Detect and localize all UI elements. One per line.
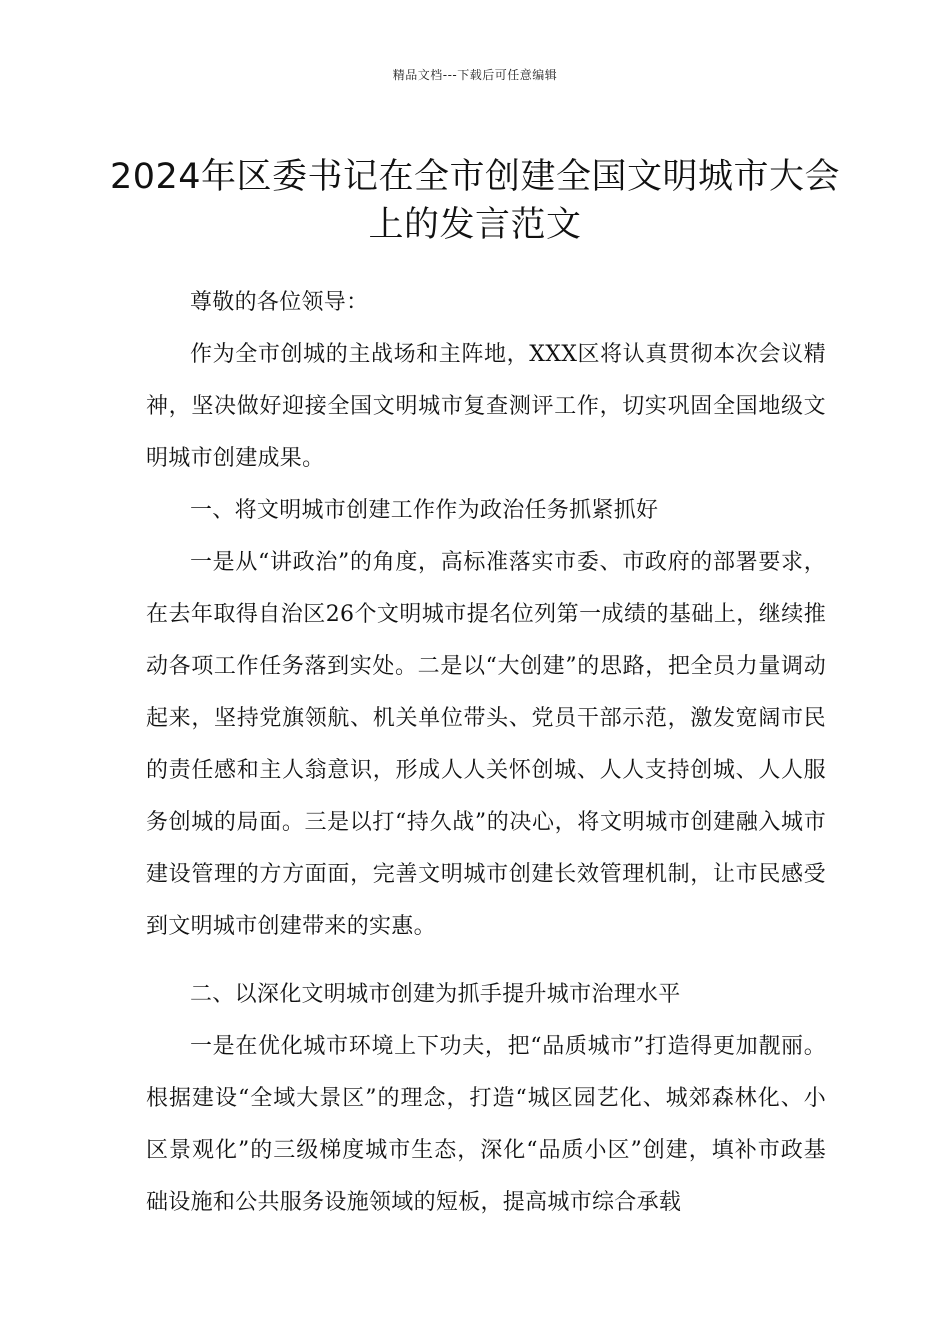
paragraph-intro: 作为全市创城的主战场和主阵地，XXX区将认真贯彻本次会议精神，坚决做好迎接全国文明城市复查测评工作，切实巩固全国地级文明城市创建成果。 — [146, 342, 826, 471]
section-heading-2: 二、以深化文明城市创建为抓手提升城市治理水平 — [190, 982, 681, 1007]
document-title: 2024年区委书记在全市创建全国文明城市大会上的发言范文 — [109, 157, 841, 246]
paragraph-section-2: 一是在优化城市环境上下功夫，把“品质城市”打造得更加靓丽。根据建设“全域大景区”的理念，打造“城区园艺化、城郊森林化、小区景观化”的三级梯度城市生态，深化“品质小区”创建，填补市政基础设施和公共服务设施领域的短板，提高城市综合承载 — [146, 1034, 826, 1215]
salutation-block — [146, 277, 826, 329]
body-section-1 — [146, 329, 826, 953]
body-section-2 — [146, 969, 826, 1229]
paragraph-section-1: 一是从“讲政治”的角度，高标准落实市委、市政府的部署要求，在去年取得自治区26个文明城市提名位列第一成绩的基础上，继续推动各项工作任务落到实处。二是以“大创建”的思路，把全员力量调动起来，坚持党旗领航、机关单位带头、党员干部示范，激发宽阔市民的责任感和主人翁意识，形成人人关怀创城、人人支持创城、人人服务创城的局面。三是以打“持久战”的决心，将文明城市创建融入城市建设管理的方方面面，完善文明城市创建长效管理机制，让市民感受到文明城市创建带来的实惠。 — [146, 550, 826, 939]
header-note: 精品文档---下载后可任意编辑 — [392, 68, 558, 82]
section-heading-1: 一、将文明城市创建工作作为政治任务抓紧抓好 — [190, 498, 659, 523]
salutation: 尊敬的各位领导： — [190, 290, 369, 315]
